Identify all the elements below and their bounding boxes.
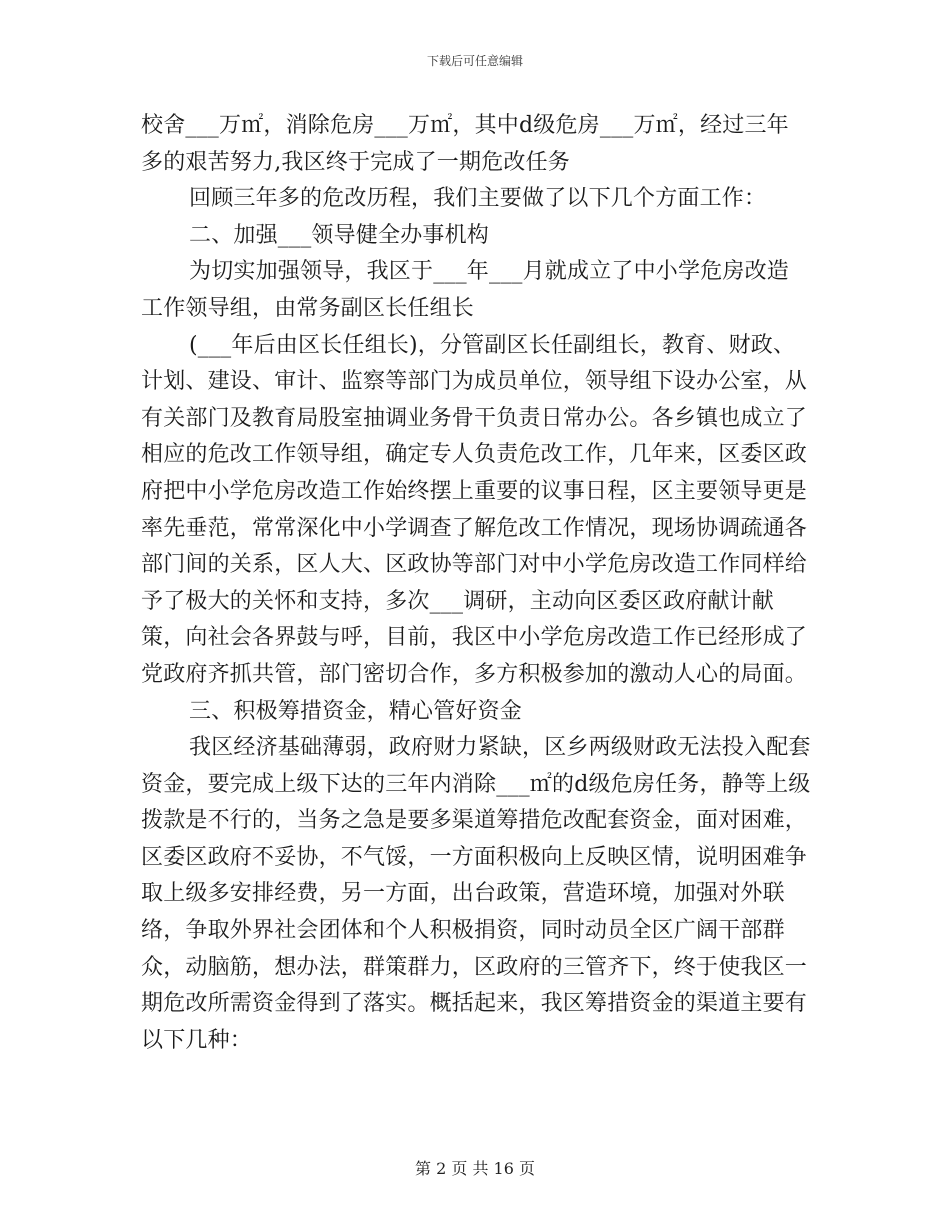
page-header-note: 下载后可任意编辑 [426, 54, 523, 68]
paragraph-1: 校舍___万㎡，消除危房___万㎡，其中d级危房___万㎡，经过三年多的艰苦努力,我区终于完成了一期危改任务 [141, 113, 789, 175]
paragraph-4: (___年后由区长任组长)，分管副区长任副组长，教育、财政、计划、建设、审计、监察等部门为成员单位，领导组下设办公室，从有关部门及教育局股室抽调业务骨干负责日常办公。各乡镇也成立了相应的危改工作领导组，确定专人负责危改工作，几年来，区委区政府把中小学危房改造工作始终摆上重要的议事日程，区主要领导更是率先垂范，常常深化中小学调查了解危改工作情况，现场协调疏通各部门间的关系，区人大、区政协等部门对中小学危房改造工作同样给予了极大的关怀和支持，多次___调研，主动向区委区政府献计献策，向社会各界鼓与呼，目前，我区中小学危房改造工作已经形成了党政府齐抓共管，部门密切合作，多方积极参加的激动人心的局面。 [141, 332, 808, 687]
page-number: 第 2 页 共 16 页 [415, 1159, 535, 1178]
document-body [141, 108, 811, 1059]
section-heading-3: 三、积极筹措资金，精心管好资金 [189, 698, 523, 724]
paragraph-2: 回顾三年多的危改历程，我们主要做了以下几个方面工作： [189, 186, 767, 212]
paragraph-3: 为切实加强领导，我区于___年___月就成立了中小学危房改造工作领导组，由常务副区长任组长 [141, 259, 790, 321]
section-heading-2: 二、加强___领导健全办事机构 [189, 222, 490, 248]
paragraph-5: 我区经济基础薄弱，政府财力紧缺，区乡两级财政无法投入配套资金，要完成上级下达的三年内消除___㎡的d级危房任务，静等上级拨款是不行的，当务之急是要多渠道筹措危改配套资金，面对困难，区委区政府不妥协，不气馁，一方面积极向上反映区情，说明困难争取上级多安排经费，另一方面，出台政策，营造环境，加强对外联络，争取外界社会团体和个人积极捐资，同时动员全区广阔干部群众，动脑筋，想办法，群策群力，区政府的三管齐下，终于使我区一期危改所需资金得到了落实。概括起来，我区筹措资金的渠道主要有以下几种： [141, 735, 811, 1053]
